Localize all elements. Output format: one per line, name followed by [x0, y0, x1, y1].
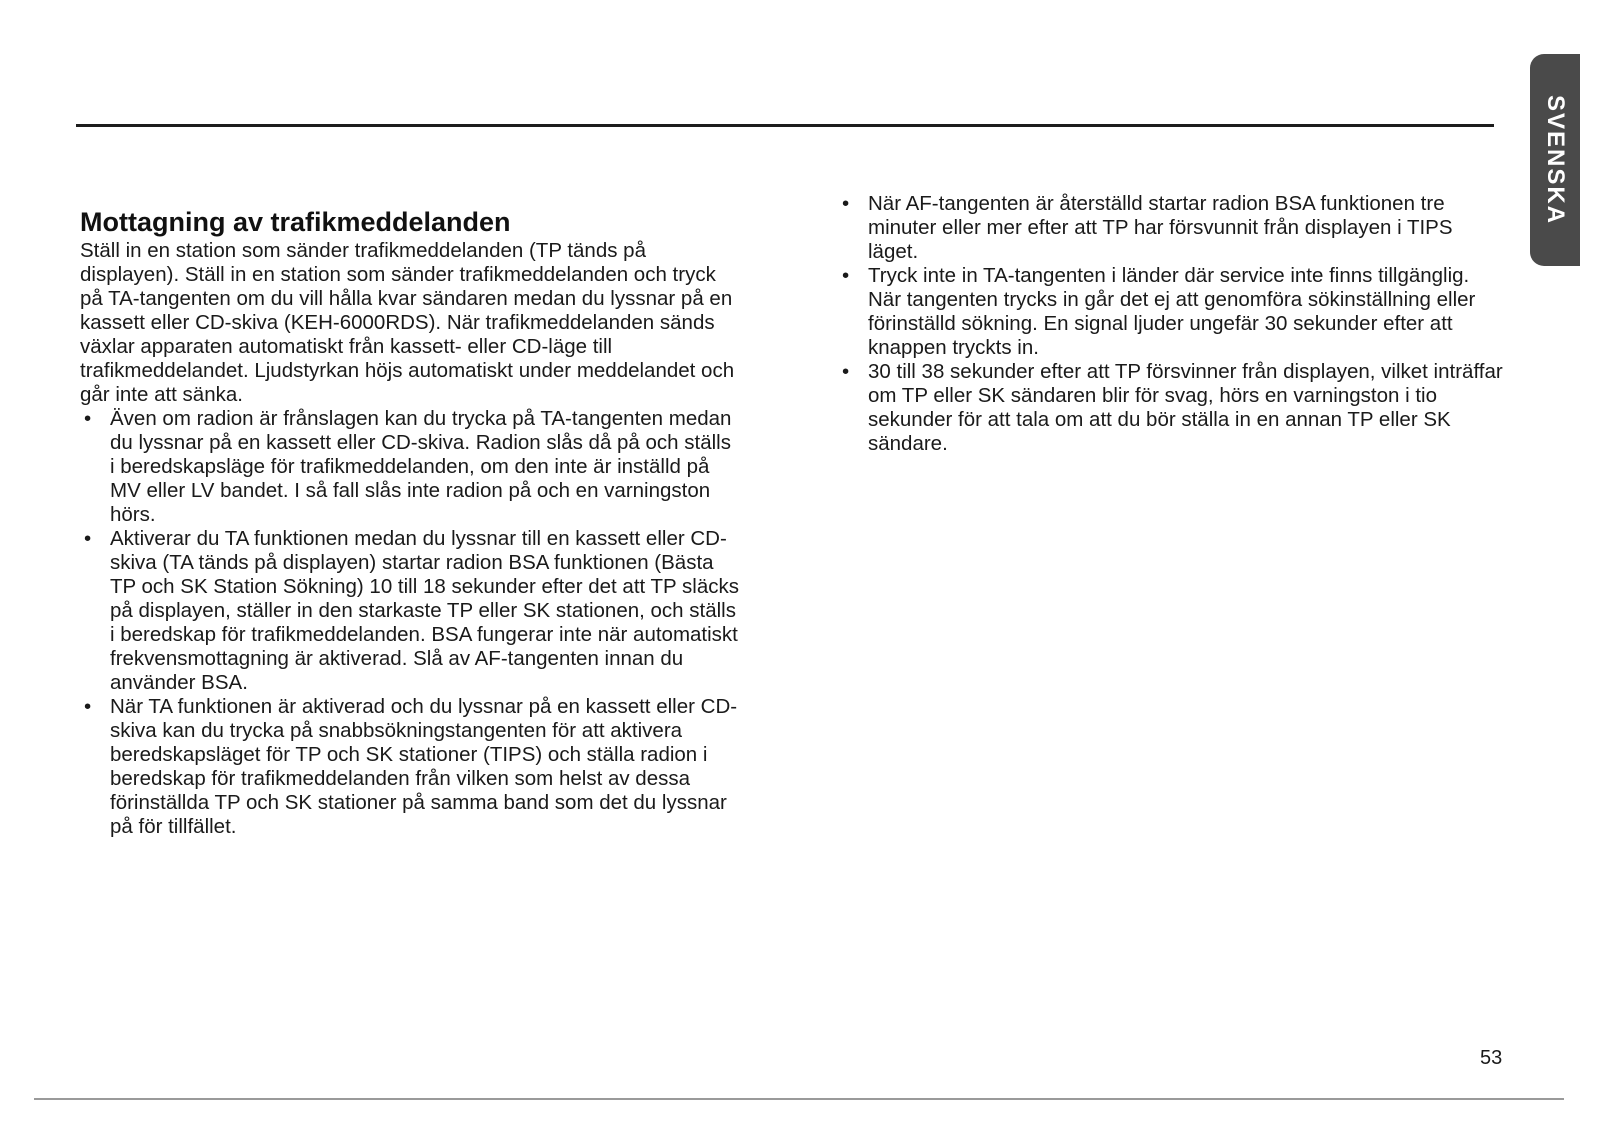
- left-column: [80, 205, 740, 839]
- language-tab: [1530, 54, 1580, 266]
- right-column: [838, 192, 1506, 456]
- language-tab-label: SVENSKA: [1542, 94, 1569, 226]
- section-title: Mottagning av trafikmeddelanden: [80, 207, 511, 237]
- top-rule: [76, 124, 1494, 127]
- right-bullet-list: [838, 192, 1506, 456]
- intro-paragraph: Ställ in en station som sänder trafikmeddelanden (TP tänds på displayen). Ställ in en station som sänder trafikmeddelanden och tryck på TA-tangenten om du vill hålla kvar sändaren medan du lyssnar på en kassett eller CD-skiva (KEH-6000RDS). När trafikmeddelanden sänds växlar apparaten automatiskt från kassett- eller CD-läge till trafikmeddelandet. Ljudstyrkan höjs automatiskt under meddelandet och går inte att sänka.: [80, 239, 735, 406]
- left-bullet-list: [80, 407, 740, 839]
- bullet-item: • Även om radion är frånslagen kan du trycka på TA-tangenten medan du lyssnar på en kassett eller CD-skiva. Radion slås då på och ställs i beredskapsläge för trafikmeddelanden, om den inte är inställd på MV eller LV bandet. I så fall slås inte radion på och en varningston hörs.: [80, 407, 740, 527]
- bullet-item: • När TA funktionen är aktiverad och du lyssnar på en kassett eller CD-skiva kan du trycka på snabbsökningstangenten för att aktivera beredskapsläget för TP och SK stationer (TIPS) och ställa radion i beredskap för trafikmeddelanden från vilken som helst av dessa förinställda TP och SK stationer på samma band som det du lyssnar på för tillfället.: [80, 695, 740, 839]
- bullet-item: • Tryck inte in TA-tangenten i länder där service inte finns tillgänglig. När tangenten trycks in går det ej att genomföra sökinställning eller förinställd sökning. En signal ljuder ungefär 30 sekunder efter att knappen tryckts in.: [838, 264, 1506, 360]
- bullet-item: • Aktiverar du TA funktionen medan du lyssnar till en kassett eller CD-skiva (TA tänds på displayen) startar radion BSA funktionen (Bästa TP och SK Station Sökning) 10 till 18 sekunder efter det att TP släcks på displayen, ställer in den starkaste TP eller SK stationen, och ställs i beredskap för trafikmeddelanden. BSA fungerar inte när automatiskt frekvensmottagning är aktiverad. Slå av AF-tangenten innan du använder BSA.: [80, 527, 740, 695]
- bullet-item: • När AF-tangenten är återställd startar radion BSA funktionen tre minuter eller mer efter att TP har försvunnit från displayen i TIPS läget.: [838, 192, 1506, 264]
- page-number: 53: [1480, 1047, 1503, 1069]
- bottom-rule: [34, 1098, 1564, 1100]
- bullet-item: • 30 till 38 sekunder efter att TP försvinner från displayen, vilket inträffar om TP eller SK sändaren blir för svag, hörs en varningston i tio sekunder för att tala om att du bör ställa in en annan TP eller SK sändare.: [838, 360, 1506, 456]
